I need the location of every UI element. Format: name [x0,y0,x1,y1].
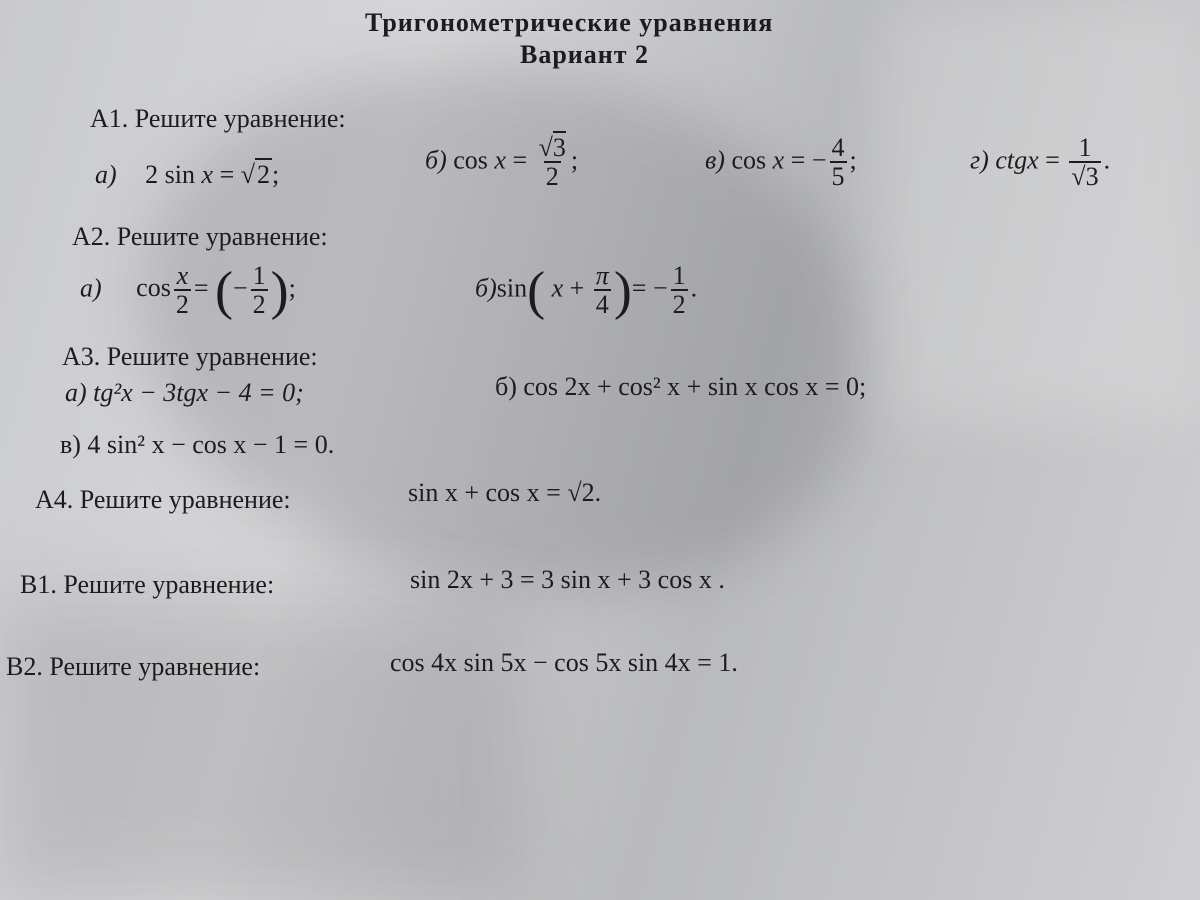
variant-label: Вариант 2 [520,40,650,69]
item-marker: а) [80,273,102,303]
task-a2-label: А2. Решите уравнение: [72,222,328,251]
task-a3-label: А3. Решите уравнение: [62,342,318,371]
task-a1-a: а) 2 sin x = √2; [95,160,280,189]
task-a2-a: а) cos $\frac{x}{2}$ = (− $\frac{1}{2}$ ); [80,260,296,321]
page-title: Тригонометрические уравнения [365,8,774,37]
item-marker: б) [475,273,497,303]
task-b2-label: В2. Решите уравнение: [6,652,261,681]
task-a3-a: а) tg²x − 3tgx − 4 = 0; [65,378,304,407]
task-a4-label: А4. Решите уравнение: [35,485,291,514]
task-a4-eq: sin x + cos x = √2. [408,478,602,507]
task-b2-eq: cos 4x sin 5x − cos 5x sin 4x = 1. [390,648,738,677]
task-a1-v: в) cos x = − $\frac{4}{5}$ ; [705,133,857,192]
item-marker: б) [425,145,447,175]
task-a2-b: б)sin( x + $\frac{\pi}{4}$ )= − $\frac{1}{2}$ . [475,260,698,321]
task-a3-v: в) 4 sin² x − cos x − 1 = 0. [60,430,335,459]
item-marker: г) [970,145,989,175]
task-b1-eq: sin 2x + 3 = 3 sin x + 3 cos x . [410,565,725,594]
task-a1-g: г) ctgx = $\frac{1}{√3}$ . [970,133,1111,192]
task-b1-label: В1. Решите уравнение: [20,570,275,599]
item-marker: в) [705,145,725,175]
task-a3-b: б) cos 2x + cos² x + sin x cos x = 0; [495,372,867,401]
item-marker: а) [95,160,117,189]
light-patch [880,0,1200,420]
shadow [0,600,520,900]
task-a1-label: А1. Решите уравнение: [90,104,346,133]
task-a1-b: б) cos x = $\frac{√3}{2}$ ; [425,133,579,192]
